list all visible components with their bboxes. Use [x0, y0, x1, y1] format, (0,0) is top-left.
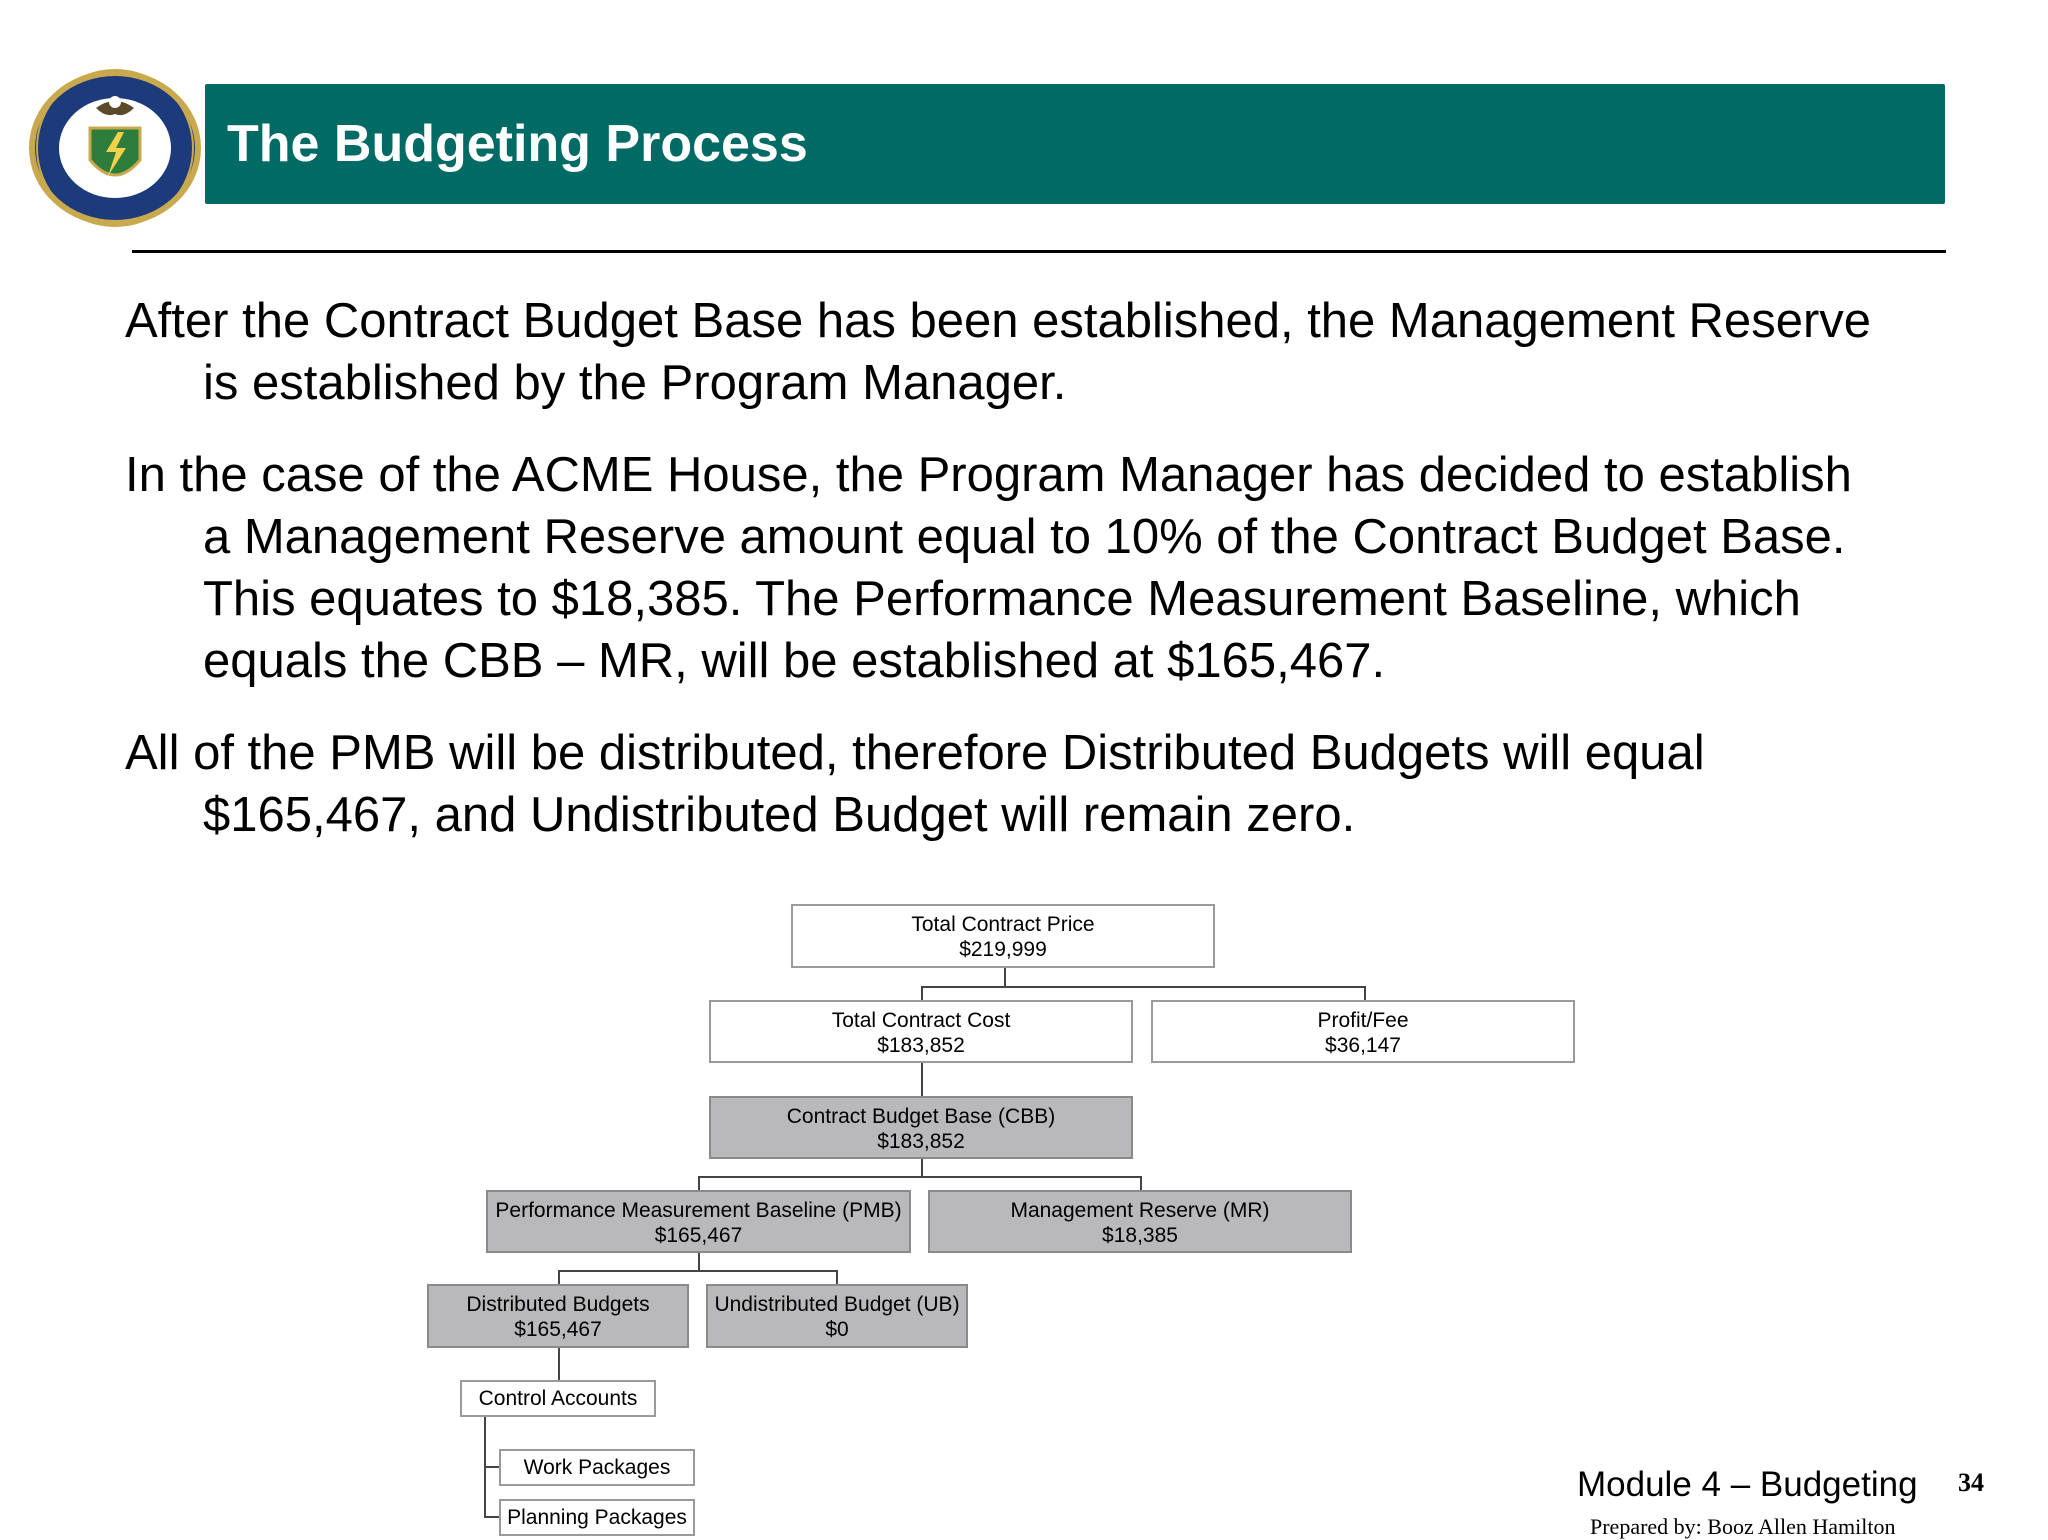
- undistributed-budget-label: Undistributed Budget (UB): [714, 1293, 960, 1316]
- doe-seal-icon: [26, 68, 204, 228]
- work-packages-box: [499, 1449, 695, 1486]
- page-title: The Budgeting Process: [227, 115, 808, 173]
- mr-label: Management Reserve (MR): [1010, 1199, 1270, 1222]
- connector: [698, 1176, 1142, 1178]
- total-contract-price-value: $219,999: [959, 938, 1047, 961]
- page-number: 34: [1958, 1468, 1984, 1497]
- connector: [558, 1348, 560, 1380]
- total-contract-cost-box: [709, 1000, 1133, 1063]
- mr-box: [928, 1190, 1352, 1253]
- body-text: [125, 290, 1885, 846]
- connector: [558, 1270, 838, 1272]
- total-contract-price-label: Total Contract Price: [911, 913, 1095, 936]
- pmb-value: $165,467: [654, 1224, 743, 1247]
- undistributed-budget-box: [706, 1284, 968, 1348]
- total-contract-price-box: [791, 904, 1215, 968]
- distributed-budgets-value: $165,467: [514, 1318, 602, 1341]
- connector: [921, 1063, 923, 1098]
- work-packages-label: Work Packages: [523, 1456, 671, 1479]
- paragraph-2: In the case of the ACME House, the Program Manager has decided to establish a Management Reserve amount equal to 10% of the Contract Budget Base. This equates to $18,385. The Performance Measurement Baseline, which equals the CBB – MR, will be established at $165,467.: [125, 448, 1852, 688]
- control-accounts-box: [460, 1380, 656, 1417]
- total-contract-cost-label: Total Contract Cost: [831, 1009, 1011, 1032]
- control-accounts-label: Control Accounts: [478, 1387, 638, 1410]
- connector: [921, 1159, 923, 1177]
- undistributed-budget-value: $0: [825, 1318, 849, 1341]
- profit-fee-label: Profit/Fee: [1317, 1009, 1409, 1032]
- mr-value: $18,385: [1102, 1224, 1178, 1247]
- connector: [484, 1417, 486, 1517]
- cbb-value: $183,852: [877, 1130, 965, 1153]
- prepared-by-label: Prepared by: Booz Allen Hamilton: [1590, 1514, 1896, 1539]
- title-bar: [205, 84, 1945, 204]
- planning-packages-label: Planning Packages: [507, 1506, 687, 1529]
- total-contract-cost-value: $183,852: [877, 1034, 965, 1057]
- planning-packages-box: [499, 1499, 695, 1536]
- paragraph-3: All of the PMB will be distributed, therefore Distributed Budgets will equal $165,467, and Undistributed Budget will remain zero.: [125, 726, 1705, 842]
- pmb-box: [486, 1190, 911, 1253]
- connector: [484, 1516, 500, 1518]
- distributed-budgets-label: Distributed Budgets: [466, 1293, 650, 1316]
- profit-fee-box: [1151, 1000, 1575, 1063]
- footer-module-label: Module 4 – Budgeting: [1577, 1465, 1918, 1504]
- connector: [484, 1466, 500, 1468]
- connector: [698, 1253, 700, 1271]
- connector: [1004, 968, 1006, 988]
- distributed-budgets-box: [427, 1284, 689, 1348]
- profit-fee-value: $36,147: [1325, 1034, 1401, 1057]
- title-divider: [132, 250, 1946, 253]
- cbb-box: [709, 1096, 1133, 1159]
- connector: [921, 986, 1366, 988]
- cbb-label: Contract Budget Base (CBB): [786, 1105, 1056, 1128]
- paragraph-1: After the Contract Budget Base has been established, the Management Reserve is established by the Program Manager.: [125, 294, 1872, 410]
- pmb-label: Performance Measurement Baseline (PMB): [495, 1199, 902, 1222]
